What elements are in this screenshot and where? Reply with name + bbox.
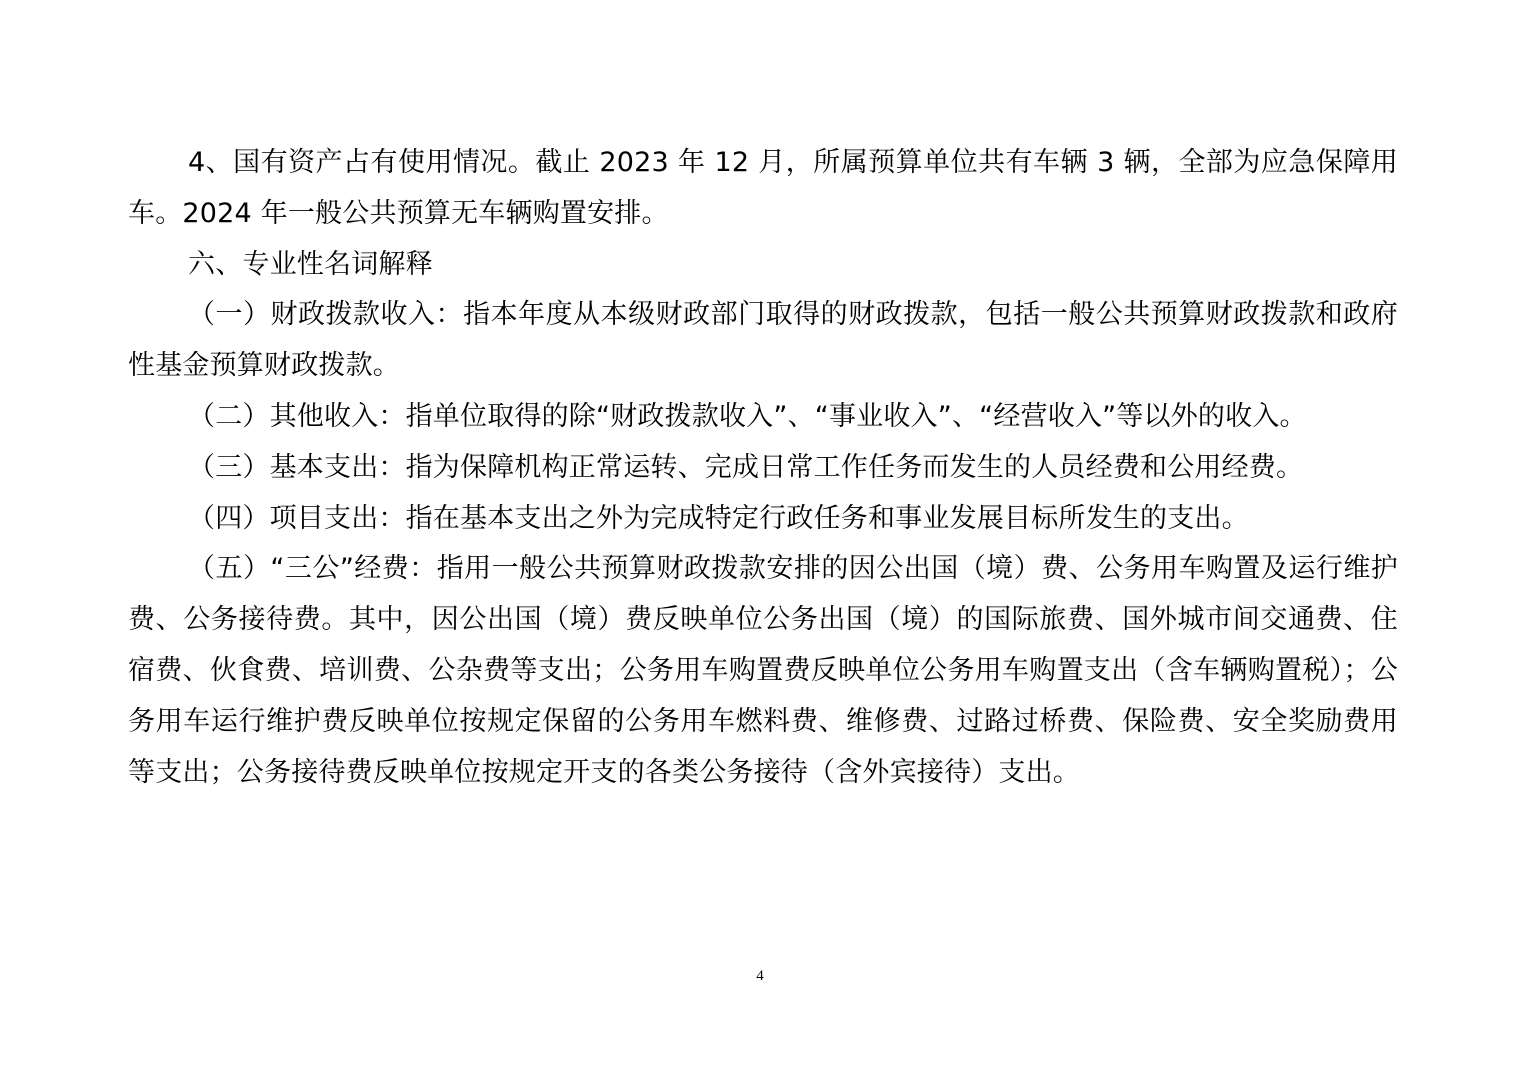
paragraph-state-assets: 4、国有资产占有使用情况。截止 2023 年 12 月，所属预算单位共有车辆 3 辆，全部为应急保障用车。2024 年一般公共预算无车辆购置安排。	[128, 147, 1398, 229]
page-number: 4	[756, 968, 764, 984]
paragraph-other-income: （二）其他收入：指单位取得的除“财政拨款收入”、“事业收入”、“经营收入”等以外的收入。	[188, 400, 1307, 432]
paragraph-project-expenditure: （四）项目支出：指在基本支出之外为完成特定行政任务和事业发展目标所发生的支出。	[188, 502, 1249, 534]
document-body	[128, 138, 1398, 798]
paragraph-three-public-expenses: （五）“三公”经费：指用一般公共预算财政拨款安排的因公出国（境）费、公务用车购置及运行维护费、公务接待费。其中，因公出国（境）费反映单位公务出国（境）的国际旅费、国外城市间交通费、住宿费、伙食费、培训费、公杂费等支出；公务用车购置费反映单位公务用车购置支出（含车辆购置税）；公务用车运行维护费反映单位按规定保留的公务用车燃料费、维修费、过路过桥费、保险费、安全奖励费用等支出；公务接待费反映单位按规定开支的各类公务接待（含外宾接待）支出。	[128, 553, 1398, 788]
section-heading-terminology: 六、专业性名词解释	[188, 248, 433, 280]
paragraph-basic-expenditure: （三）基本支出：指为保障机构正常运转、完成日常工作任务而发生的人员经费和公用经费。	[188, 451, 1304, 483]
paragraph-fiscal-appropriation-income: （一）财政拨款收入：指本年度从本级财政部门取得的财政拨款，包括一般公共预算财政拨款和政府性基金预算财政拨款。	[128, 299, 1398, 382]
